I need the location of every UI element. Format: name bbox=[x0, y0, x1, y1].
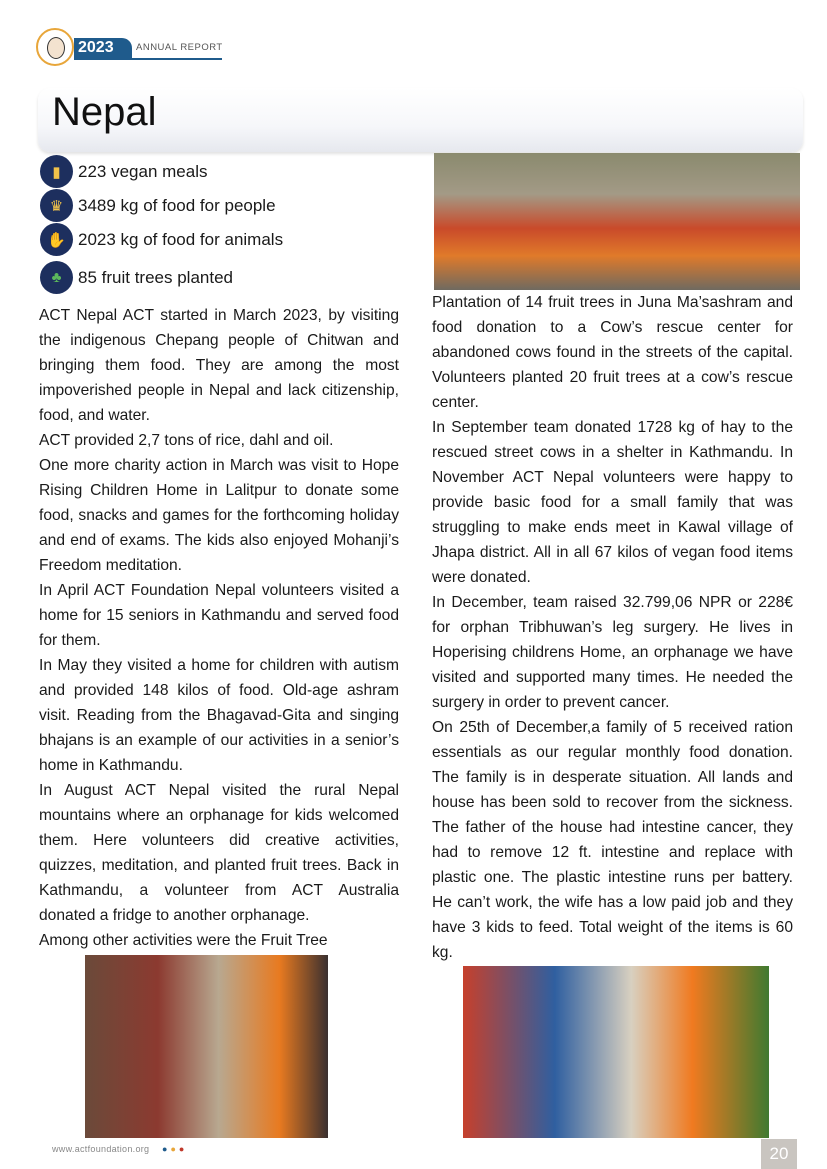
paragraph: ACT provided 2,7 tons of rice, dahl and oil. bbox=[39, 432, 334, 449]
food-basket-icon: ♛ bbox=[40, 189, 73, 222]
paragraph: In December, team raised 32.799,06 NPR or 228€ for orphan Tribhuwan’s leg surgery. He lives in Hoperising childrens Home, an orphanage we have visited and supported many times. He needed the surgery in order to prevent cancer. bbox=[432, 594, 793, 711]
page-number: 20 bbox=[761, 1139, 797, 1169]
stat-item bbox=[40, 189, 276, 222]
tree-hand-icon: ♣ bbox=[40, 261, 73, 294]
right-column-text bbox=[432, 290, 793, 965]
animal-care-icon: ✋ bbox=[40, 223, 73, 256]
photo-family-visit bbox=[463, 966, 769, 1138]
report-label: ANNUAL REPORT bbox=[136, 42, 223, 53]
report-year: 2023 bbox=[74, 38, 132, 58]
stat-label: 85 fruit trees planted bbox=[78, 267, 233, 287]
stat-label: 2023 kg of food for animals bbox=[78, 229, 284, 249]
footer-url: www.actfoundation.org bbox=[52, 1144, 150, 1154]
left-column-text bbox=[39, 303, 399, 953]
stat-label: 223 vegan meals bbox=[78, 161, 208, 181]
stat-item bbox=[40, 261, 233, 294]
page-title: Nepal bbox=[52, 90, 157, 134]
header-divider bbox=[74, 58, 222, 60]
photo-elderly-visit bbox=[85, 955, 328, 1138]
paragraph: In September team donated 1728 kg of hay to the rescued street cows in a shelter in Kathmandu. In November ACT Nepal volunteers were happy to provide basic food for a small family that was struggling to make ends meet in Kawal village of Jhapa district. All in all 67 kilos of vegan food items were donated. bbox=[432, 419, 793, 586]
stat-item bbox=[40, 223, 283, 256]
paragraph: On 25th of December,a family of 5 received ration essentials as our regular monthly food donation. The family is in desperate situation. All lands and house has been sold to recover from the sickness. The father of the house had intestine cancer, they had to remove 12 ft. intestine and replace with plastic one. The plastic intestine runs per battery. He can’t work, the wife has a low paid job and they have 3 kids to feed. Total weight of the items is 60 kg. bbox=[432, 719, 793, 961]
paragraph: In April ACT Foundation Nepal volunteers visited a home for 15 seniors in Kathmandu and served food for them. bbox=[39, 582, 399, 649]
stat-item bbox=[40, 155, 207, 188]
act-foundation-logo bbox=[36, 28, 74, 66]
paragraph: In May they visited a home for children with autism and provided 148 kilos of food. Old-age ashram visit. Reading from the Bhagavad-Gita and singing bhajans is an example of our activities in a senior’s home in Kathmandu. bbox=[39, 657, 399, 774]
meal-pot-icon: ▮ bbox=[40, 155, 73, 188]
face-icon bbox=[47, 37, 65, 59]
footer-dots: ●●● bbox=[162, 1144, 188, 1154]
paragraph: ACT Nepal ACT started in March 2023, by visiting the indigenous Chepang people of Chitwan and bringing them food. They are among the most impoverished people in Nepal and lack citizenship, food, and water. bbox=[39, 307, 399, 424]
paragraph: In August ACT Nepal visited the rural Nepal mountains where an orphanage for kids welcomed them. Here volunteers did creative activities, quizzes, meditation, and planted fruit trees. Back in Kathmandu, a volunteer from ACT Australia donated a fridge to another orphanage. bbox=[39, 782, 399, 924]
paragraph: Among other activities were the Fruit Tree bbox=[39, 932, 328, 949]
stat-label: 3489 kg of food for people bbox=[78, 195, 276, 215]
paragraph: Plantation of 14 fruit trees in Juna Ma’sashram and food donation to a Cow’s rescue center for abandoned cows found in the streets of the capital. Volunteers planted 20 fruit trees at a cow’s rescue center. bbox=[432, 294, 793, 411]
paragraph: One more charity action in March was visit to Hope Rising Children Home in Lalitpur to donate some food, snacks and games for the forthcoming holiday and end of exams. The kids also enjoyed Mohanji’s Freedom meditation. bbox=[39, 457, 399, 574]
photo-food-distribution bbox=[434, 153, 800, 290]
